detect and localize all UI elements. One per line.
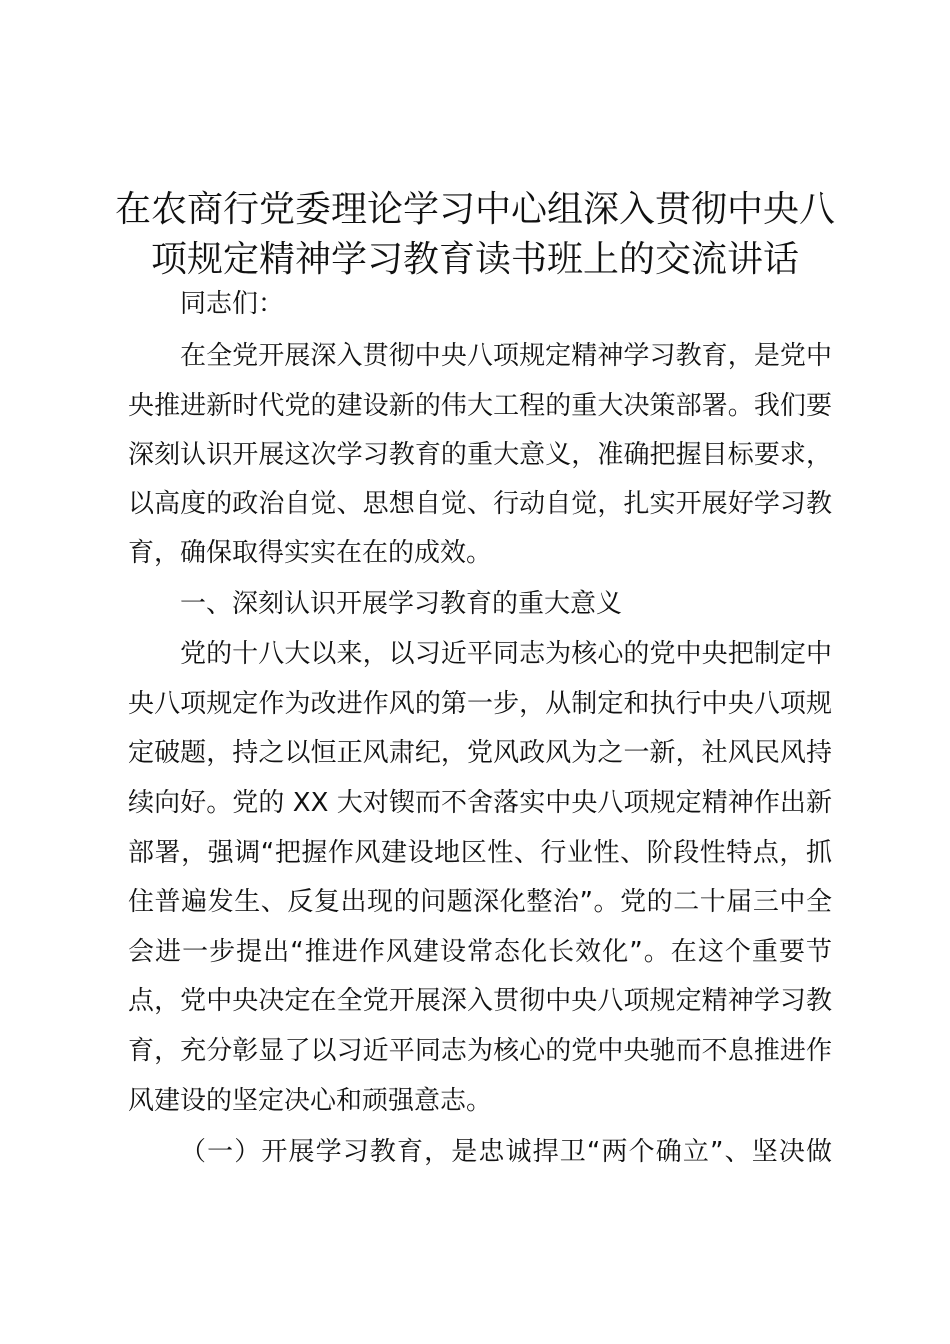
document-title-line-2: 项规定精神学习教育读书班上的交流讲话 xyxy=(150,239,799,280)
body-paragraph-line: 续向好。党的 XX 大对锲而不舍落实中央八项规定精神作出新 xyxy=(128,788,832,818)
intro-paragraph-line: 育，确保取得实实在在的成效。 xyxy=(128,538,493,568)
document-title-line-1: 在农商行党委理论学习中心组深入贯彻中央八 xyxy=(114,189,835,230)
body-paragraph-line: 定破题，持之以恒正风肃纪，党风政风为之一新，社风民风持 xyxy=(128,738,832,768)
body-paragraph-line: 会进一步提出“推进作风建设常态化长效化”。在这个重要节 xyxy=(128,937,832,967)
salutation: 同志们： xyxy=(180,289,285,319)
body-paragraph-line: 住普遍发生、反复出现的问题深化整治”。党的二十届三中全 xyxy=(128,887,832,917)
intro-paragraph-line: 深刻认识开展这次学习教育的重大意义，准确把握目标要求， xyxy=(128,440,832,470)
intro-paragraph-line: 以高度的政治自觉、思想自觉、行动自觉，扎实开展好学习教 xyxy=(128,489,832,519)
body-paragraph-line: 部署，强调“把握作风建设地区性、行业性、阶段性特点，抓 xyxy=(128,838,832,868)
body-paragraph-line: 点，党中央决定在全党开展深入贯彻中央八项规定精神学习教 xyxy=(128,986,832,1016)
subsection-line: （一）开展学习教育，是忠诚捍卫“两个确立”、坚决做 xyxy=(180,1137,832,1167)
section-heading: 一、深刻认识开展学习教育的重大意义 xyxy=(180,589,623,619)
body-paragraph-line: 风建设的坚定决心和顽强意志。 xyxy=(128,1086,493,1116)
intro-paragraph-line: 央推进新时代党的建设新的伟大工程的重大决策部署。我们要 xyxy=(128,391,832,421)
intro-paragraph-line: 在全党开展深入贯彻中央八项规定精神学习教育，是党中 xyxy=(180,341,832,371)
body-paragraph-line: 育，充分彰显了以习近平同志为核心的党中央驰而不息推进作 xyxy=(128,1036,832,1066)
body-paragraph-line: 央八项规定作为改进作风的第一步，从制定和执行中央八项规 xyxy=(128,689,832,719)
body-paragraph-line: 党的十八大以来，以习近平同志为核心的党中央把制定中 xyxy=(180,639,832,669)
